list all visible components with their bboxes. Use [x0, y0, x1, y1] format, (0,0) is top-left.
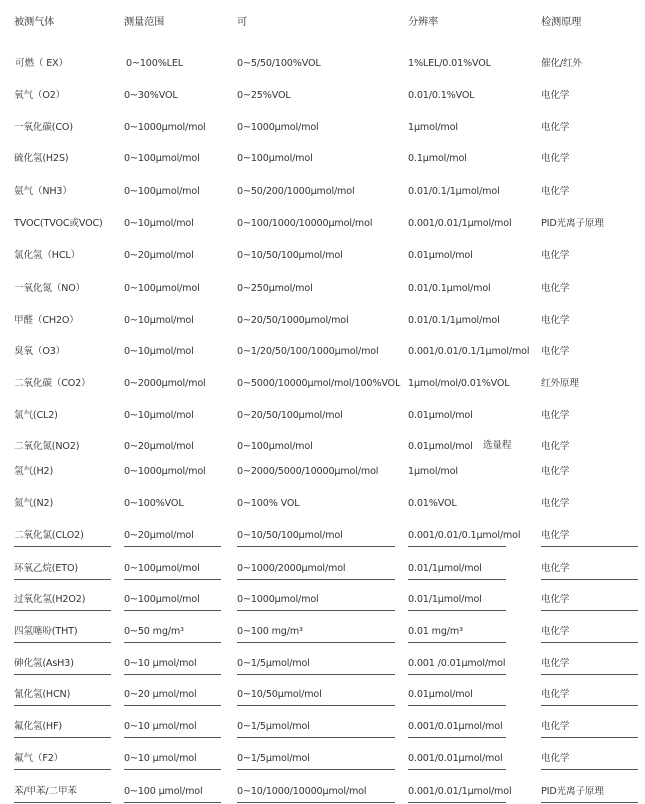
cell-optional: 0~100μmol/mol: [237, 441, 313, 452]
cell-optional: 0~25%VOL: [237, 90, 291, 101]
cell-range: 0~20μmol/mol: [124, 250, 194, 261]
row-underline: [14, 642, 111, 643]
cell-gas: 甲醛（CH2O）: [14, 315, 79, 326]
cell-optional: 0~5000/10000μmol/mol/100%VOL: [237, 378, 401, 389]
row-underline: [124, 579, 221, 580]
cell-gas: 臭氧（O3）: [14, 346, 66, 357]
cell-optional: 0~2000/5000/10000μmol/mol: [237, 466, 379, 477]
cell-range: 0~1000μmol/mol: [124, 122, 206, 133]
cell-optional: 0~1000μmol/mol: [237, 122, 319, 133]
cell-gas: 氮气(N2): [14, 498, 54, 509]
cell-resolution: 0.001/0.01/0.1/1μmol/mol: [408, 346, 530, 357]
row-underline: [124, 674, 221, 675]
cell-range: 0~10 μmol/mol: [124, 753, 197, 764]
cell-principle: PID光离子原理: [541, 786, 604, 797]
cell-range: 0~50 mg/m³: [124, 626, 184, 637]
cell-gas: 可燃（ EX）: [15, 58, 69, 69]
cell-range: 0~100%VOL: [124, 498, 184, 509]
row-underline: [124, 642, 221, 643]
cell-principle: 电化学: [541, 498, 570, 509]
row-underline: [541, 674, 638, 675]
row-underline: [408, 674, 506, 675]
row-underline: [237, 610, 395, 611]
cell-principle: 电化学: [541, 186, 570, 197]
cell-resolution: 0.01/0.1%VOL: [408, 90, 475, 101]
cell-principle: 电化学: [541, 250, 570, 261]
cell-resolution: 0.01μmol/mol: [408, 689, 473, 700]
cell-resolution: 1μmol/mol: [408, 466, 458, 477]
row-underline: [408, 579, 506, 580]
cell-resolution: 0.001 /0.01μmol/mol: [408, 658, 506, 669]
cell-optional: 0~100 mg/m³: [237, 626, 303, 637]
cell-optional: 0~5/50/100%VOL: [237, 58, 321, 69]
cell-resolution: 0.1μmol/mol: [408, 153, 467, 164]
cell-principle: 电化学: [541, 90, 570, 101]
row-underline: [408, 546, 506, 547]
cell-principle: 电化学: [541, 153, 570, 164]
cell-resolution: 1%LEL/0.01%VOL: [408, 58, 491, 69]
row-underline: [541, 802, 638, 803]
cell-principle: 电化学: [541, 122, 570, 133]
cell-gas: 二氧化氯(CLO2): [14, 530, 84, 541]
cell-resolution: 0.001/0.01/1μmol/mol: [408, 218, 512, 229]
header-range: 测量范围: [124, 17, 165, 28]
cell-range: 0~10μmol/mol: [124, 315, 194, 326]
row-underline: [14, 546, 111, 547]
cell-optional: 0~100μmol/mol: [237, 153, 313, 164]
cell-gas: 氧气（O2）: [14, 90, 66, 101]
row-underline: [237, 674, 395, 675]
cell-range: 0~100μmol/mol: [124, 563, 200, 574]
cell-principle: 电化学: [541, 658, 570, 669]
cell-range: 0~10μmol/mol: [124, 218, 194, 229]
cell-gas: 环氧乙烷(ETO): [14, 563, 78, 574]
cell-principle: 电化学: [541, 466, 570, 477]
cell-range: 0~10μmol/mol: [124, 410, 194, 421]
cell-optional: 0~10/50μmol/mol: [237, 689, 322, 700]
cell-principle: 电化学: [541, 410, 570, 421]
cell-range: 0~20μmol/mol: [124, 441, 194, 452]
cell-range: 0~20 μmol/mol: [124, 689, 197, 700]
row-underline: [14, 579, 111, 580]
cell-optional: 0~1000μmol/mol: [237, 594, 319, 605]
cell-optional: 0~1000/2000μmol/mol: [237, 563, 346, 574]
cell-range: 0~100μmol/mol: [124, 186, 200, 197]
cell-optional: 0~1/20/50/100/1000μmol/mol: [237, 346, 379, 357]
row-underline: [237, 802, 395, 803]
row-underline: [541, 705, 638, 706]
cell-gas: 氟化氢(HF): [14, 721, 62, 732]
row-underline: [408, 802, 506, 803]
cell-resolution: 0.01/0.1μmol/mol: [408, 283, 491, 294]
row-underline: [14, 705, 111, 706]
row-underline: [408, 642, 506, 643]
cell-optional: 0~100/1000/10000μmol/mol: [237, 218, 373, 229]
row-underline: [541, 642, 638, 643]
cell-gas: 苯/甲苯/二甲苯: [14, 786, 77, 797]
cell-gas: 氯气(CL2): [14, 410, 58, 421]
cell-principle: 红外原理: [541, 378, 579, 389]
header-resolution: 分辨率: [408, 17, 439, 28]
cell-principle: 电化学: [541, 441, 570, 452]
cell-resolution: 0.001/0.01μmol/mol: [408, 753, 503, 764]
cell-principle: PID光离子原理: [541, 218, 604, 229]
cell-resolution: 0.01μmol/mol: [408, 410, 473, 421]
row-underline: [124, 705, 221, 706]
cell-gas: 四氢噻吩(THT): [14, 626, 78, 637]
cell-principle: 电化学: [541, 626, 570, 637]
row-underline: [237, 737, 395, 738]
cell-optional: 0~10/50/100μmol/mol: [237, 250, 343, 261]
cell-gas: 过氧化氢(H2O2): [14, 594, 86, 605]
row-underline: [237, 579, 395, 580]
cell-optional: 0~20/50/100μmol/mol: [237, 410, 343, 421]
row-underline: [541, 579, 638, 580]
cell-principle: 电化学: [541, 689, 570, 700]
cell-resolution: 1μmol/mol/0.01%VOL: [408, 378, 510, 389]
row-underline: [237, 546, 395, 547]
cell-resolution: 0.01/1μmol/mol: [408, 563, 482, 574]
cell-gas: 砷化氢(AsH3): [14, 658, 74, 669]
cell-range: 0~100 μmol/mol: [124, 786, 203, 797]
row-underline: [408, 737, 506, 738]
row-underline: [237, 705, 395, 706]
cell-optional: 0~20/50/1000μmol/mol: [237, 315, 349, 326]
cell-optional: 0~1/5μmol/mol: [237, 658, 310, 669]
cell-principle: 电化学: [541, 315, 570, 326]
cell-principle: 电化学: [541, 346, 570, 357]
cell-principle: 电化学: [541, 753, 570, 764]
row-underline: [124, 546, 221, 547]
cell-principle: 催化/红外: [541, 58, 582, 69]
row-underline: [124, 802, 221, 803]
cell-optional: 0~1/5μmol/mol: [237, 721, 310, 732]
cell-resolution: 0.01/1μmol/mol: [408, 594, 482, 605]
row-underline: [541, 769, 638, 770]
cell-optional: 0~50/200/1000μmol/mol: [237, 186, 355, 197]
cell-gas: 一氧化氮（NO）: [14, 283, 86, 294]
cell-resolution: 0.01 mg/m³: [408, 626, 463, 637]
row-underline: [14, 769, 111, 770]
cell-optional: 0~10/1000/10000μmol/mol: [237, 786, 367, 797]
row-underline: [124, 737, 221, 738]
cell-range: 0~10 μmol/mol: [124, 658, 197, 669]
row-underline: [541, 610, 638, 611]
cell-resolution: 0.01μmol/mol: [408, 250, 473, 261]
row-underline: [124, 610, 221, 611]
cell-resolution: 0.001/0.01/0.1μmol/mol: [408, 530, 521, 541]
cell-resolution: 0.01/0.1/1μmol/mol: [408, 186, 500, 197]
cell-optional: 0~250μmol/mol: [237, 283, 313, 294]
row-underline: [408, 769, 506, 770]
cell-range: 0~100μmol/mol: [124, 153, 200, 164]
cell-resolution: 1μmol/mol: [408, 122, 458, 133]
header-principle: 检测原理: [541, 17, 582, 28]
cell-resolution: 0.01μmol/mol: [408, 441, 473, 452]
cell-gas: 氨气（NH3）: [14, 186, 72, 197]
cell-principle: 电化学: [541, 563, 570, 574]
cell-range: 0~1000μmol/mol: [124, 466, 206, 477]
cell-range: 0~10 μmol/mol: [124, 721, 197, 732]
header-optional: 可: [237, 17, 248, 28]
row-underline: [541, 737, 638, 738]
row-underline: [124, 769, 221, 770]
cell-resolution: 0.001/0.01/1μmol/mol: [408, 786, 512, 797]
cell-range: 0~100%LEL: [126, 58, 183, 69]
cell-range: 0~10μmol/mol: [124, 346, 194, 357]
cell-range: 0~20μmol/mol: [124, 530, 194, 541]
row-underline: [237, 769, 395, 770]
row-underline: [541, 546, 638, 547]
row-underline: [237, 642, 395, 643]
cell-principle: 电化学: [541, 283, 570, 294]
row-underline: [408, 705, 506, 706]
cell-range: 0~30%VOL: [124, 90, 178, 101]
row-underline: [14, 737, 111, 738]
row-underline: [14, 802, 111, 803]
row-underline: [408, 610, 506, 611]
cell-gas: 二氧化氮(NO2): [14, 441, 80, 452]
cell-resolution: 0.01/0.1/1μmol/mol: [408, 315, 500, 326]
cell-gas: 氰化氢(HCN): [14, 689, 71, 700]
cell-range: 0~100μmol/mol: [124, 283, 200, 294]
range-selection-note: 选量程: [483, 440, 512, 451]
cell-resolution: 0.01%VOL: [408, 498, 457, 509]
row-underline: [14, 610, 111, 611]
cell-optional: 0~100% VOL: [237, 498, 300, 509]
cell-principle: 电化学: [541, 530, 570, 541]
cell-resolution: 0.001/0.01μmol/mol: [408, 721, 503, 732]
row-underline: [14, 674, 111, 675]
cell-principle: 电化学: [541, 594, 570, 605]
cell-gas: 氟气（F2）: [14, 753, 64, 764]
cell-gas: 氢气(H2): [14, 466, 54, 477]
cell-range: 0~2000μmol/mol: [124, 378, 206, 389]
cell-principle: 电化学: [541, 721, 570, 732]
cell-optional: 0~10/50/100μmol/mol: [237, 530, 343, 541]
cell-gas: 硫化氢(H2S): [14, 153, 69, 164]
cell-optional: 0~1/5μmol/mol: [237, 753, 310, 764]
cell-gas: 一氧化碳(CO): [14, 122, 73, 133]
cell-range: 0~100μmol/mol: [124, 594, 200, 605]
cell-gas: 氯化氢（HCL）: [14, 250, 81, 261]
header-gas: 被测气体: [14, 17, 55, 28]
cell-gas: TVOC(TVOC或VOC): [14, 218, 103, 229]
cell-gas: 二氧化碳（CO2）: [14, 378, 91, 389]
